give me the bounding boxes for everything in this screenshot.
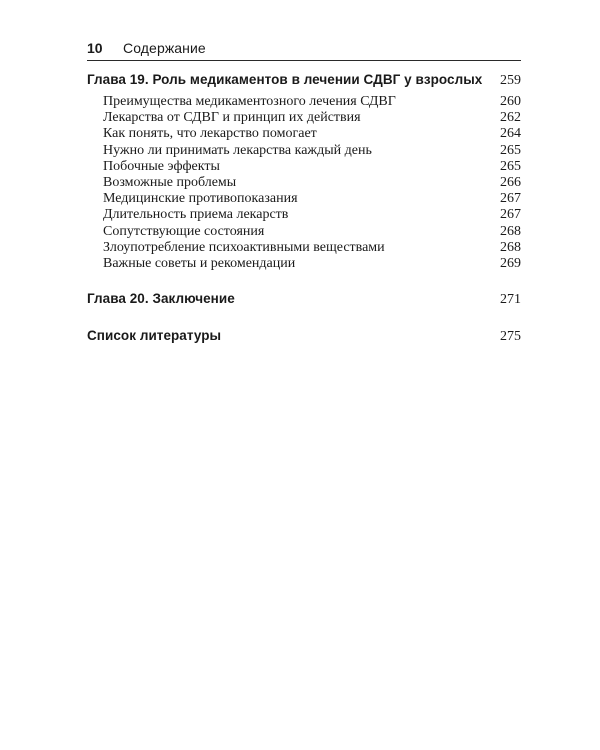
section-page-number: 260 [500, 94, 521, 109]
section-title: Побочные эффекты [103, 158, 220, 174]
toc-section [87, 256, 521, 272]
running-title: Содержание [123, 40, 206, 56]
toc-section [87, 94, 521, 110]
section-page-number: 268 [500, 239, 521, 255]
toc-section [87, 126, 521, 142]
section-list [87, 94, 521, 272]
section-page-number: 268 [500, 223, 521, 239]
toc-chapter-row [87, 328, 521, 346]
section-page-number: 265 [500, 158, 521, 174]
toc-chapter-19 [87, 72, 521, 272]
section-title: Важные советы и рекомендации [103, 255, 296, 271]
toc-section [87, 175, 521, 191]
chapter-title: Глава 19. Роль медикаментов в лечении СДВГ у взрослых [87, 72, 483, 87]
running-header [87, 38, 521, 58]
page-number: 10 [87, 40, 103, 56]
table-of-contents [87, 72, 521, 346]
toc-chapter-row [87, 291, 521, 309]
section-title: Лекарства от СДВГ и принцип их действия [103, 110, 361, 126]
section-page-number: 262 [500, 110, 521, 126]
chapter-page-number: 275 [500, 329, 521, 345]
toc-section [87, 110, 521, 126]
toc-section [87, 240, 521, 256]
toc-section [87, 224, 521, 240]
chapter-title: Глава 20. Заключение [87, 291, 235, 307]
section-title: Медицинские противопоказания [103, 191, 298, 207]
toc-section [87, 207, 521, 223]
toc-chapter-row [87, 72, 521, 90]
chapter-title: Список литературы [87, 328, 222, 344]
section-title: Преимущества медикаментозного лечения СДВГ [103, 94, 396, 109]
section-page-number: 269 [500, 255, 521, 271]
section-title: Как понять, что лекарство помогает [103, 126, 317, 142]
chapter-page-number: 271 [500, 292, 521, 308]
chapter-page-number: 259 [500, 73, 521, 88]
section-title: Длительность приема лекарств [103, 207, 289, 223]
section-title: Возможные проблемы [103, 174, 237, 190]
toc-bibliography [87, 328, 521, 346]
section-page-number: 265 [500, 142, 521, 158]
section-title: Сопутствующие состояния [103, 223, 265, 239]
section-page-number: 264 [500, 126, 521, 142]
section-page-number: 267 [500, 191, 521, 207]
toc-chapter-20 [87, 291, 521, 309]
toc-section [87, 143, 521, 159]
section-page-number: 266 [500, 174, 521, 190]
toc-section [87, 191, 521, 207]
section-page-number: 267 [500, 207, 521, 223]
header-rule [87, 60, 521, 61]
section-title: Злоупотребление психоактивными веществами [103, 239, 385, 255]
toc-section [87, 159, 521, 175]
section-title: Нужно ли принимать лекарства каждый день [103, 142, 372, 158]
